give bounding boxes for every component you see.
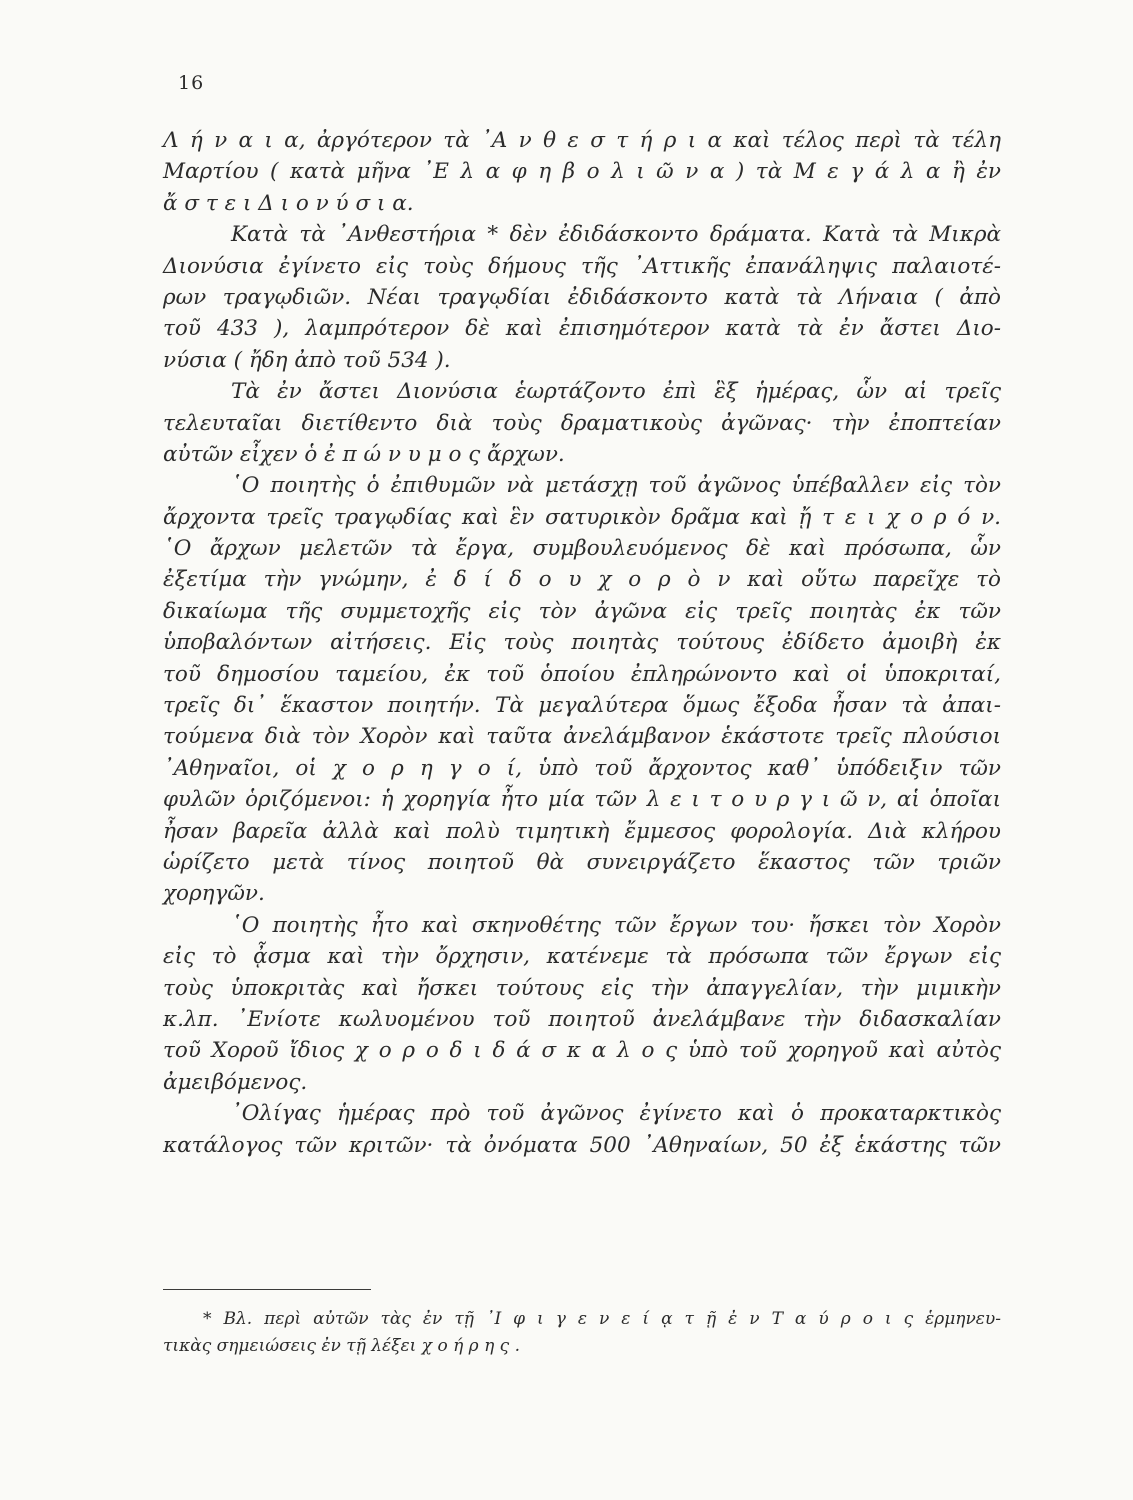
text-line: τούμενα διὰ τὸν Χορὸν καὶ ταῦτα ἀνελάμβανον ἑκάστοτε τρεῖς πλούσιοι [163,724,1001,750]
text-line: κατάλογος τῶν κριτῶν· τὰ ὀνόματα 500 ᾿Αθηναίων, 50 ἐξ ἑκάστης τῶν [163,1132,1001,1158]
text-line: νύσια ( ἤδη ἀπὸ τοῦ 534 ). [163,347,451,373]
text-line: εἰς τὸ ᾆσμα καὶ τὴν ὄρχησιν, κατένεμε τὰ πρόσωπα τῶν ἔργων εἰς [163,944,1001,970]
text-line: τοῦ Χοροῦ ἴδιος χ ο ρ ο δ ι δ ά σ κ α λ ο ς ὑπὸ τοῦ χορηγοῦ καὶ αὐτὸς [163,1038,1001,1064]
footnote [163,1306,1001,1360]
text-line: ῾Ο ἄρχων μελετῶν τὰ ἔργα, συμβουλευόμενος δὲ καὶ πρόσωπα, ὧν [163,536,1001,562]
text-line: χορηγῶν. [163,881,265,907]
text-line: ὡρίζετο μετὰ τίνος ποιητοῦ θὰ συνειργάζετο ἕκαστος τῶν τριῶν [163,849,1001,875]
text-line: ᾿Ολίγας ἡμέρας πρὸ τοῦ ἀγῶνος ἐγίνετο καὶ ὁ προκαταρκτικὸς [231,1101,1001,1127]
text-line: Τὰ ἐν ἄστει Διονύσια ἑωρτάζοντο ἐπὶ ἓξ ἡμέρας, ὧν αἱ τρεῖς [231,379,1001,405]
text-line: τοῦ 433 ), λαμπρότερον δὲ καὶ ἐπισημότερον κατὰ τὰ ἐν ἄστει Διο- [163,316,1001,342]
footnote-divider [163,1289,371,1290]
text-line: δικαίωμα τῆς συμμετοχῆς εἰς τὸν ἀγῶνα εἰς τρεῖς ποιητὰς ἐκ τῶν [163,598,1001,624]
page-number: 16 [178,72,205,94]
text-line: Λ ή ν α ι α, ἀργότερον τὰ ᾿Α ν θ ε σ τ ή ρ ι α καὶ τέλος περὶ τὰ τέλη [163,128,1001,153]
text-line: ἄ σ τ ε ι Δ ι ο ν ύ σ ι α. [163,190,414,216]
text-line: κ.λπ. ᾿Ενίοτε κωλυομένου τοῦ ποιητοῦ ἀνελάμβανε τὴν διδασκαλίαν [163,1006,1001,1032]
text-line: ῾Ο ποιητὴς ἦτο καὶ σκηνοθέτης τῶν ἔργων του· ἤσκει τὸν Χορὸν [231,912,1001,938]
text-line: τοῦ δημοσίου ταμείου, ἐκ τοῦ ὁποίου ἐπληρώνοντο καὶ οἱ ὑποκριταί, [163,661,1001,687]
text-line: τοὺς ὑποκριτὰς καὶ ἤσκει τούτους εἰς τὴν ἀπαγγελίαν, τὴν μιμικὴν [163,975,1001,1001]
footnote-line: τικὰς σημειώσεις ἐν τῇ λέξει χ ο ή ρ η ς . [163,1336,520,1356]
text-line: ἦσαν βαρεῖα ἀλλὰ καὶ πολὺ τιμητικὴ ἔμμεσος φορολογία. Διὰ κλήρου [163,818,1001,844]
text-line: Κατὰ τὰ ᾿Ανθεστήρια * δὲν ἐδιδάσκοντο δράματα. Κατὰ τὰ Μικρὰ [231,222,1001,248]
text-line: τελευταῖαι διετίθεντο διὰ τοὺς δραματικοὺς ἀγῶνας· τὴν ἐποπτείαν [163,410,1001,436]
text-line: Διονύσια ἐγίνετο εἰς τοὺς δήμους τῆς ᾿Αττικῆς ἐπανάληψις παλαιοτέ- [163,253,1001,279]
footnote-line: * Βλ. περὶ αὐτῶν τὰς ἐν τῇ ᾿Ι φ ι γ ε ν ε ί ᾳ τ ῇ ἐ ν Τ α ύ ρ ο ι ς ἑρμηνευ- [203,1309,1001,1329]
text-line: φυλῶν ὁριζόμενοι: ἡ χορηγία ἦτο μία τῶν λ ε ι τ ο υ ρ γ ι ῶ ν, αἱ ὁποῖαι [163,787,1001,813]
text-line: ῾Ο ποιητὴς ὁ ἐπιθυμῶν νὰ μετάσχῃ τοῦ ἀγῶνος ὑπέβαλλεν εἰς τὸν [231,473,1001,499]
text-line: ᾿Αθηναῖοι, οἱ χ ο ρ η γ ο ί, ὑπὸ τοῦ ἄρχοντος καθ᾿ ὑπόδειξιν τῶν [163,755,1001,781]
body-text [163,125,1001,1161]
text-line: ἐξετίμα τὴν γνώμην, ἐ δ ί δ ο υ χ ο ρ ὸ ν καὶ οὕτω παρεῖχε τὸ [163,567,1001,593]
text-line: ρων τραγῳδιῶν. Νέαι τραγῳδίαι ἐδιδάσκοντο κατὰ τὰ Λήναια ( ἀπὸ [163,284,1001,310]
text-line: ἄρχοντα τρεῖς τραγῳδίας καὶ ἓν σατυρικὸν δρᾶμα καὶ ᾔ τ ε ι χ ο ρ ό ν. [163,504,1001,530]
text-line: Μαρτίου ( κατὰ μῆνα ᾿Ε λ α φ η β ο λ ι ῶ ν α ) τὰ Μ ε γ ά λ α ἢ ἐν [163,159,1001,185]
text-line: αὐτῶν εἶχεν ὁ ἐ π ώ ν υ μ ο ς ἄρχων. [163,441,565,467]
text-line: ὑποβαλόντων αἰτήσεις. Εἰς τοὺς ποιητὰς τούτους ἐδίδετο ἀμοιβὴ ἐκ [163,630,1001,656]
text-line: ἀμειβόμενος. [163,1069,308,1095]
text-line: τρεῖς δι᾿ ἕκαστον ποιητήν. Τὰ μεγαλύτερα ὅμως ἔξοδα ἦσαν τὰ ἀπαι- [163,693,1001,719]
